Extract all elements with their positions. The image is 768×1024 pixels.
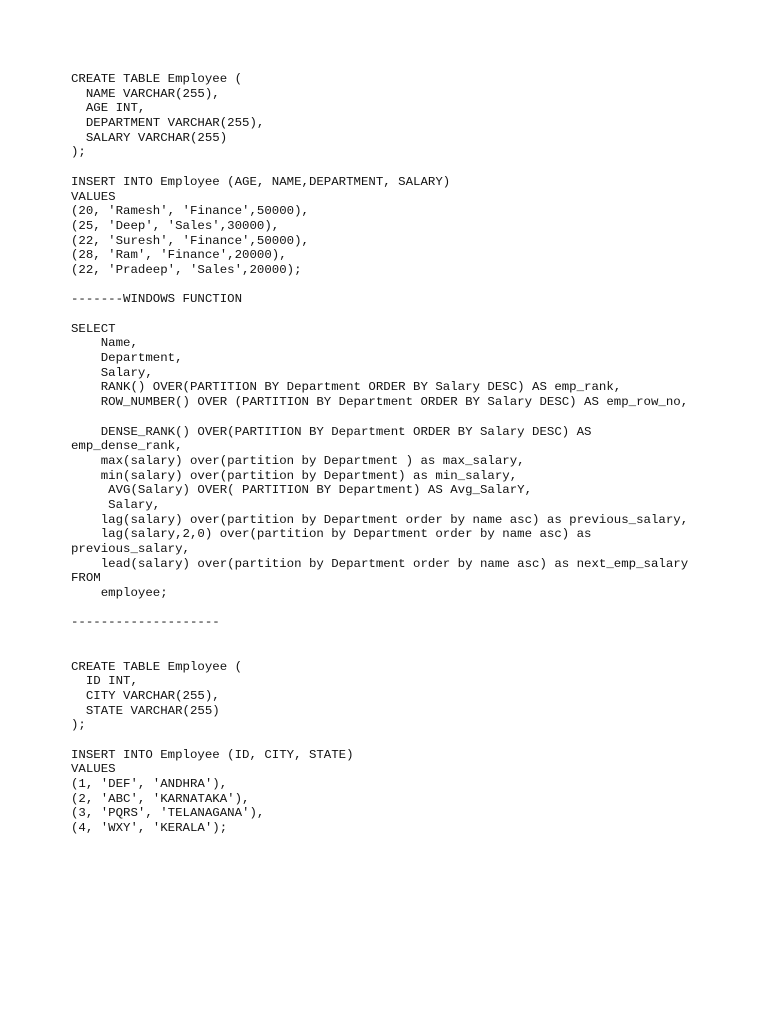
code-line: AVG(Salary) OVER( PARTITION BY Department) AS Avg_SalarY, [71, 483, 533, 498]
code-line: RANK() OVER(PARTITION BY Department ORDER BY Salary DESC) AS emp_rank, [71, 380, 622, 395]
code-line: CREATE TABLE Employee ( [71, 72, 243, 86]
code-line: Salary, [71, 365, 153, 380]
code-line: INSERT INTO Employee (AGE, NAME,DEPARTMENT, SALARY) [71, 174, 451, 189]
code-line: Name, [71, 336, 138, 351]
code-line: lead(salary) over(partition by Department order by name asc) as next_emp_salary [71, 556, 689, 571]
code-line: employee; [71, 586, 168, 601]
code-line: emp_dense_rank, [71, 439, 183, 454]
code-line: ID INT, [71, 674, 138, 689]
code-line: FROM [71, 571, 101, 586]
code-line: CITY VARCHAR(255), [71, 688, 220, 703]
code-line: (22, 'Suresh', 'Finance',50000), [71, 233, 309, 248]
code-line: VALUES [71, 189, 116, 204]
code-line: Salary, [71, 497, 161, 512]
code-line: (4, 'WXY', 'KERALA'); [71, 821, 228, 836]
code-line: STATE VARCHAR(255) [71, 703, 220, 718]
code-line: VALUES [71, 762, 116, 777]
code-line: (22, 'Pradeep', 'Sales',20000); [71, 262, 302, 277]
code-line [71, 410, 761, 425]
code-line: (2, 'ABC', 'KARNATAKA'), [71, 791, 250, 806]
code-line: ); [71, 718, 86, 733]
code-line: (1, 'DEF', 'ANDHRA'), [71, 777, 228, 791]
code-line: -------WINDOWS FUNCTION [71, 292, 243, 307]
code-line: ); [71, 145, 86, 160]
code-line [71, 278, 761, 293]
code-line: (20, 'Ramesh', 'Finance',50000), [71, 204, 309, 219]
code-line: CREATE TABLE Employee ( [71, 659, 243, 674]
code-line: Department, [71, 351, 183, 366]
code-line: lag(salary) over(partition by Department order by name asc) as previous_salary, [71, 512, 689, 527]
code-line: SALARY VARCHAR(255) [71, 130, 228, 145]
code-line: (25, 'Deep', 'Sales',30000), [71, 218, 280, 233]
code-line: min(salary) over(partition by Department) as min_salary, [71, 468, 518, 483]
code-line: -------------------- [71, 615, 220, 630]
code-line: INSERT INTO Employee (ID, CITY, STATE) [71, 747, 354, 762]
code-line [71, 601, 761, 616]
code-line: (3, 'PQRS', 'TELANAGANA'), [71, 806, 265, 821]
code-line: AGE INT, [71, 101, 146, 116]
code-line [71, 645, 761, 660]
code-line [71, 630, 761, 645]
code-line: ROW_NUMBER() OVER (PARTITION BY Department ORDER BY Salary DESC) AS emp_row_no, [71, 395, 689, 410]
code-line [71, 160, 761, 175]
code-line: NAME VARCHAR(255), [71, 86, 220, 101]
code-line: previous_salary, [71, 542, 190, 556]
code-line: DENSE_RANK() OVER(PARTITION BY Department ORDER BY Salary DESC) AS [71, 424, 592, 439]
code-line: DEPARTMENT VARCHAR(255), [71, 116, 265, 131]
code-line: SELECT [71, 321, 116, 336]
code-line: max(salary) over(partition by Department ) as max_salary, [71, 453, 525, 468]
code-line: (28, 'Ram', 'Finance',20000), [71, 248, 287, 263]
code-line [71, 307, 761, 322]
sql-code-block [71, 72, 761, 836]
code-line [71, 733, 761, 748]
code-line: lag(salary,2,0) over(partition by Department order by name asc) as [71, 527, 592, 542]
